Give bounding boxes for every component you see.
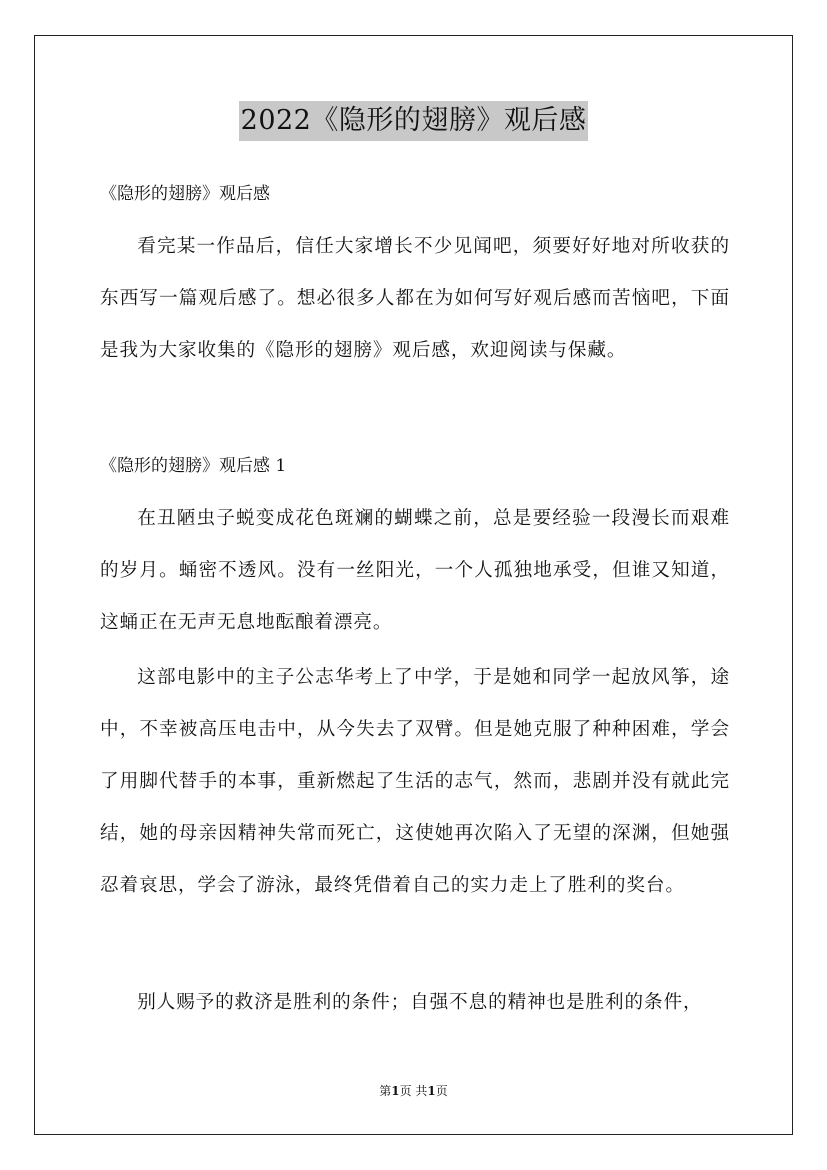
footer-page-prefix: 第 [379,1084,392,1098]
section-heading: 《隐形的翅膀》观后感 1 [100,456,287,476]
intro-paragraph: 看完某一作品后，信任大家增长不少见闻吧，须要好好地对所收获的东西写一篇观后感了。想必很多人都在为如何写好观后感而苦恼吧，下面是我为大家收集的《隐形的翅膀》观后感，欢迎阅读与保藏。 [100,236,730,361]
page-footer [0,1083,827,1099]
document-title: 2022《隐形的翅膀》观后感 [239,101,589,141]
footer-page-suffix: 页 [435,1084,448,1098]
title-container [0,101,827,141]
footer-page-total: 1 [427,1084,436,1098]
document-subtitle: 《隐形的翅膀》观后感 [100,184,270,204]
body-paragraph-2: 这部电影中的主子公志华考上了中学，于是她和同学一起放风筝，途中，不幸被高压电击中，从今失去了双臂。但是她克服了种种困难，学会了用脚代替手的本事，重新燃起了生活的志气，然而，悲剧并没有就此完结，她的母亲因精神失常而死亡，这使她再次陷入了无望的深渊，但她强忍着哀思，学会了游泳，最终凭借着自己的实力走上了胜利的奖台。 [100,667,730,896]
footer-page-mid: 页 共 [399,1084,428,1098]
body-paragraph-3: 别人赐予的救济是胜利的条件；自强不息的精神也是胜利的条件， [137,992,703,1013]
footer-page-current: 1 [391,1084,400,1098]
body-paragraph-1: 在丑陋虫子蜕变成花色斑斓的蝴蝶之前，总是要经验一段漫长而艰难的岁月。蛹密不透风。没有一丝阳光，一个人孤独地承受，但谁又知道，这蛹正在无声无息地酝酿着漂亮。 [100,508,730,633]
